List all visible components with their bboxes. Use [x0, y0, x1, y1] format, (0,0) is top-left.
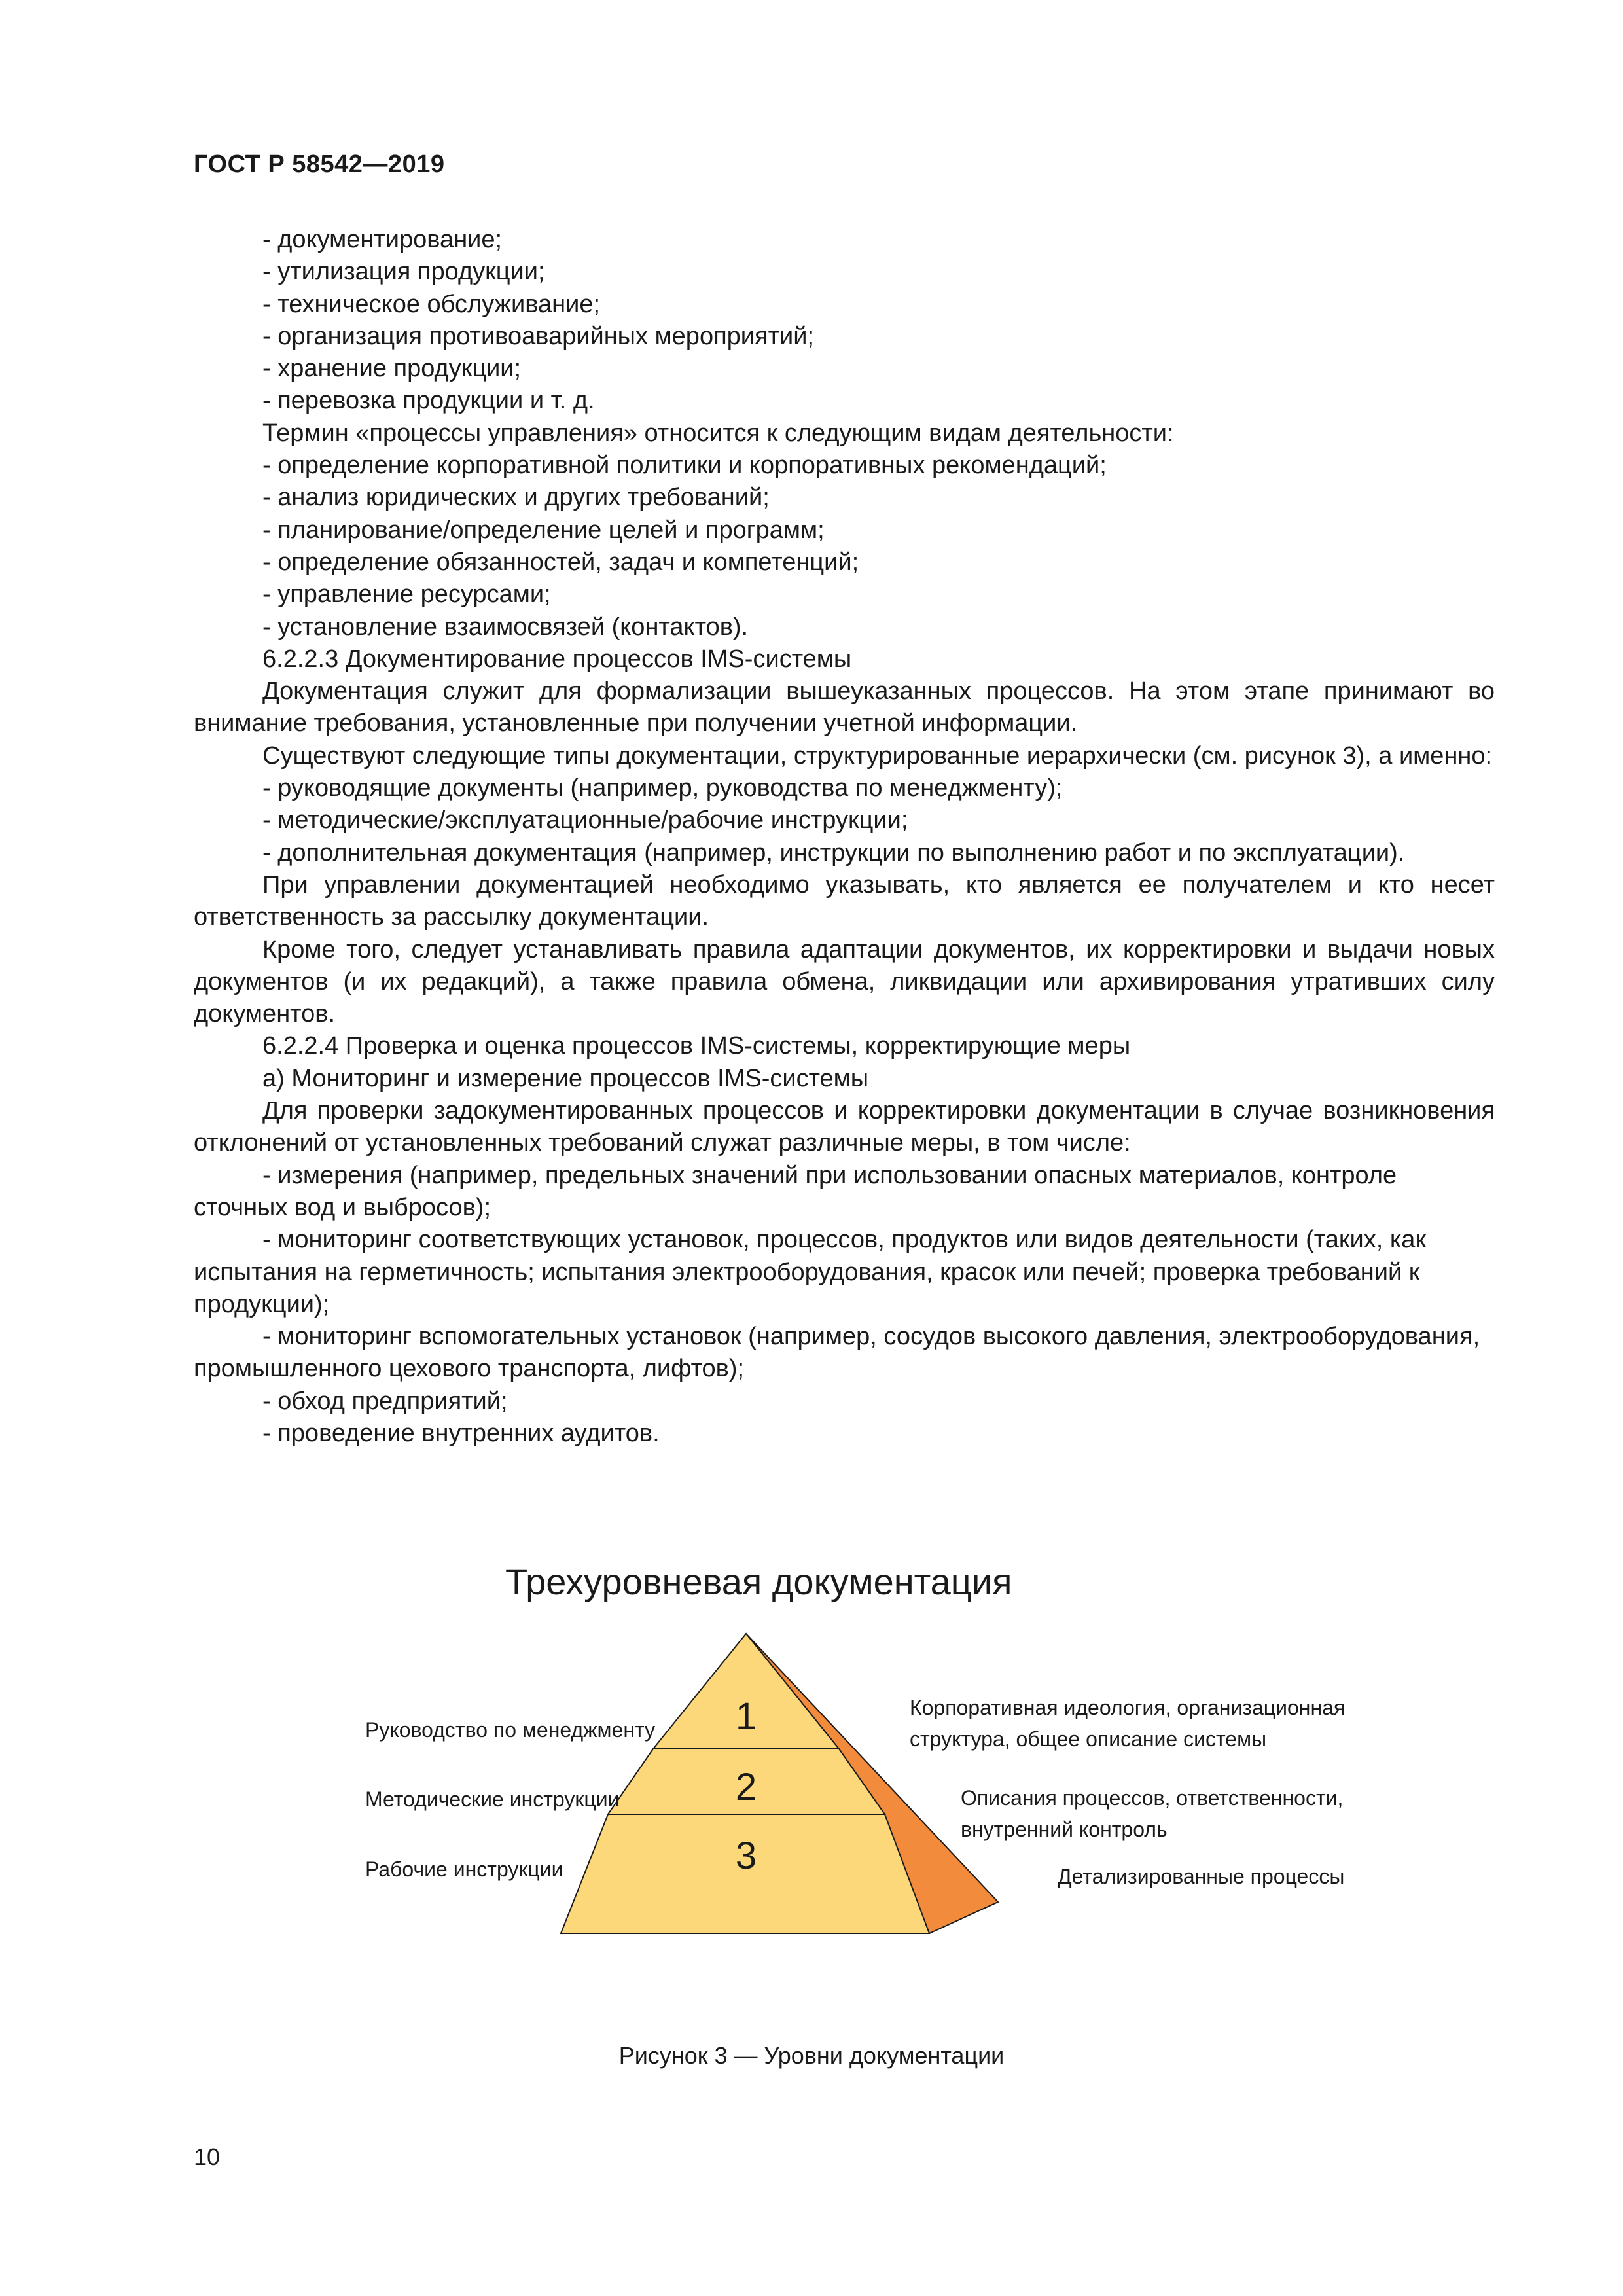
- right-label: Описания процессов, ответственности,: [961, 1786, 1344, 1810]
- list-item: - управление ресурсами;: [194, 579, 1495, 611]
- paragraph: Существуют следующие типы документации, структурированные иерархически (см. рисунок 3), а именно:: [262, 742, 1493, 770]
- right-label: внутренний контроль: [961, 1818, 1168, 1841]
- list-item: - определение обязанностей, задач и компетенций;: [194, 547, 1495, 579]
- paragraph: Для проверки задокументированных процессов и корректировки документации в случае возникновения отклонений от установленных требований служат различные меры, в том числе:: [194, 1097, 1495, 1157]
- right-label: Корпоративная идеология, организационная: [910, 1696, 1346, 1719]
- page-number: 10: [194, 2144, 221, 2170]
- section-heading: 6.2.2.4 Проверка и оценка процессов IMS-системы, корректирующие меры: [262, 1032, 1131, 1060]
- list-item: - утилизация продукции;: [194, 256, 1495, 288]
- list-item: - установление взаимосвязей (контактов).: [194, 611, 1495, 643]
- list-item: - хранение продукции;: [194, 353, 1495, 385]
- list-item: - анализ юридических и других требований;: [194, 482, 1495, 514]
- paragraph: Кроме того, следует устанавливать правила адаптации документов, их корректировки и выдачи новых документов (и их редакций), а также правила обмена, ликвидации или архивирования утративших силу документов.: [194, 935, 1495, 1028]
- document-body: [194, 224, 1495, 1450]
- list-item: - техническое обслуживание;: [194, 289, 1495, 321]
- right-label: структура, общее описание системы: [910, 1727, 1267, 1751]
- term-intro-paragraph: Термин «процессы управления» относится к следующим видам деятельности:: [262, 419, 1174, 447]
- level-number: 1: [735, 1695, 757, 1738]
- list-item: - определение корпоративной политики и корпоративных рекомендаций;: [194, 450, 1495, 482]
- list-item: - проведение внутренних аудитов.: [194, 1418, 1495, 1450]
- list-item: - обход предприятий;: [194, 1386, 1495, 1418]
- list-item: - методические/эксплуатационные/рабочие инструкции;: [194, 804, 1495, 836]
- list-item: - организация противоаварийных мероприятий;: [194, 321, 1495, 353]
- left-label: Методические инструкции: [365, 1787, 620, 1811]
- list-item: - руководящие документы (например, руководства по менеджменту);: [194, 772, 1495, 804]
- subsection-heading: а) Мониторинг и измерение процессов IMS-системы: [262, 1064, 869, 1092]
- list-item: - дополнительная документация (например, инструкции по выполнению работ и по эксплуатации).: [194, 837, 1495, 869]
- list-item: - мониторинг вспомогательных установок (например, сосудов высокого давления, электрооборудования, промышленного цехового транспорта, лифтов);: [194, 1321, 1495, 1386]
- list-item: - мониторинг соответствующих установок, процессов, продуктов или видов деятельности (таких, как испытания на герметичность; испытания электрооборудования, красок или печей; проверка требований к продукции);: [194, 1224, 1495, 1321]
- figure-caption: Рисунок 3 — Уровни документации: [618, 2042, 1005, 2069]
- diagram-title: Трехуровневая документация: [505, 1561, 1012, 1602]
- list-item: - документирование;: [194, 224, 1495, 256]
- document-header: ГОСТ Р 58542—2019: [194, 151, 445, 178]
- list-item: - планирование/определение целей и программ;: [194, 514, 1495, 547]
- level-number: 2: [735, 1766, 757, 1808]
- pyramid-diagram: [340, 1551, 1387, 2049]
- list-item: - перевозка продукции и т. д.: [194, 385, 1495, 417]
- level-number: 3: [735, 1835, 757, 1877]
- paragraph: Документация служит для формализации вышеуказанных процессов. На этом этапе принимают во внимание требования, установленные при получении учетной информации.: [194, 677, 1495, 738]
- left-label: Руководство по менеджменту: [365, 1718, 656, 1742]
- list-item: - измерения (например, предельных значений при использовании опасных материалов, контроле сточных вод и выбросов);: [194, 1160, 1495, 1225]
- right-label: Детализированные процессы: [1058, 1865, 1345, 1888]
- section-heading: 6.2.2.3 Документирование процессов IMS-системы: [262, 645, 852, 673]
- left-label: Рабочие инструкции: [365, 1857, 563, 1881]
- paragraph: При управлении документацией необходимо указывать, кто является ее получателем и кто несет ответственность за рассылку документации.: [194, 870, 1495, 931]
